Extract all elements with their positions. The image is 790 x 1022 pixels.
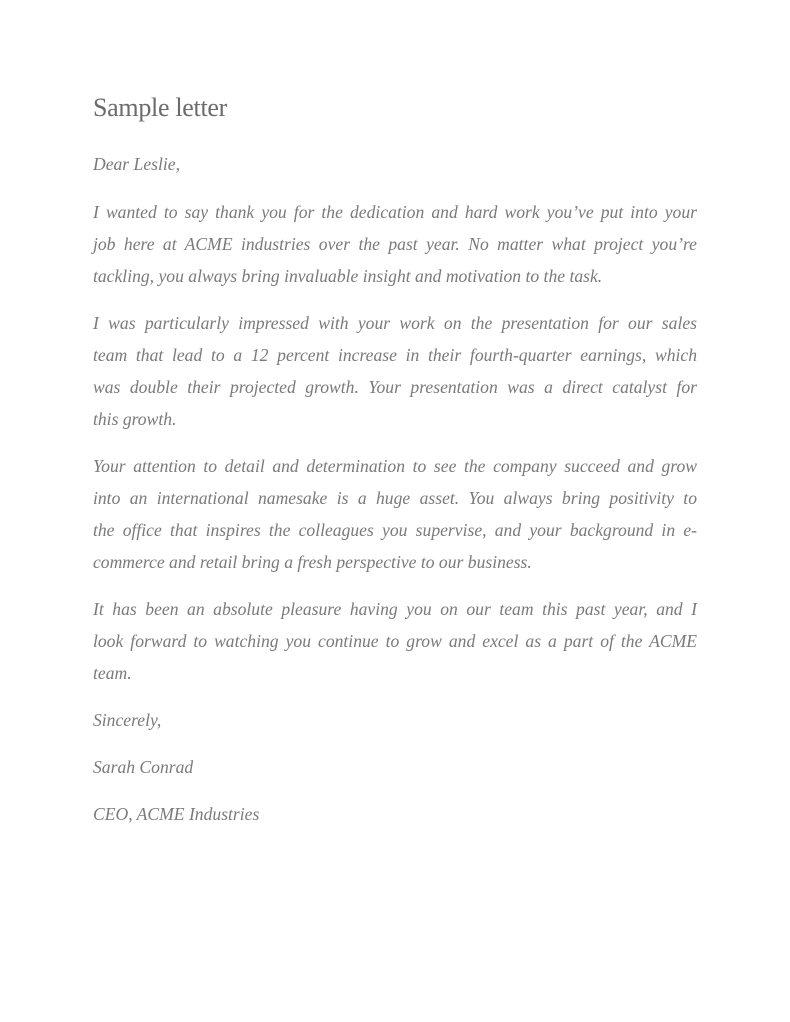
- paragraph-line: I was particularly impressed with your work on the presentation for our sales: [93, 313, 697, 333]
- paragraph-line: team.: [93, 663, 132, 683]
- paragraph-line: Your attention to detail and determination to see the company succeed and grow: [93, 456, 697, 476]
- paragraph-line: team that lead to a 12 percent increase in their fourth-quarter earnings, which: [93, 345, 697, 365]
- paragraph-line: the office that inspires the colleagues you supervise, and your background in e-: [93, 520, 697, 540]
- document-title: Sample letter: [93, 93, 227, 122]
- paragraph-line: I wanted to say thank you for the dedication and hard work you’ve put into your: [93, 202, 697, 222]
- salutation: Dear Leslie,: [93, 154, 180, 174]
- paragraph-line: commerce and retail bring a fresh perspective to our business.: [93, 552, 532, 572]
- paragraph-line: tackling, you always bring invaluable insight and motivation to the task.: [93, 266, 603, 286]
- paragraph-line: It has been an absolute pleasure having you on our team this past year, and I: [93, 599, 697, 619]
- paragraph-line: look forward to watching you continue to grow and excel as a part of the ACME: [93, 631, 697, 651]
- paragraph-line: job here at ACME industries over the past year. No matter what project you’re: [93, 234, 697, 254]
- paragraph-line: into an international namesake is a huge asset. You always bring positivity to: [93, 488, 697, 508]
- paragraph-line: was double their projected growth. Your presentation was a direct catalyst for: [93, 377, 697, 397]
- closing: Sincerely,: [93, 710, 162, 730]
- signature-name: Sarah Conrad: [93, 757, 194, 777]
- signature-title: CEO, ACME Industries: [93, 804, 260, 824]
- paragraph-line: this growth.: [93, 409, 177, 429]
